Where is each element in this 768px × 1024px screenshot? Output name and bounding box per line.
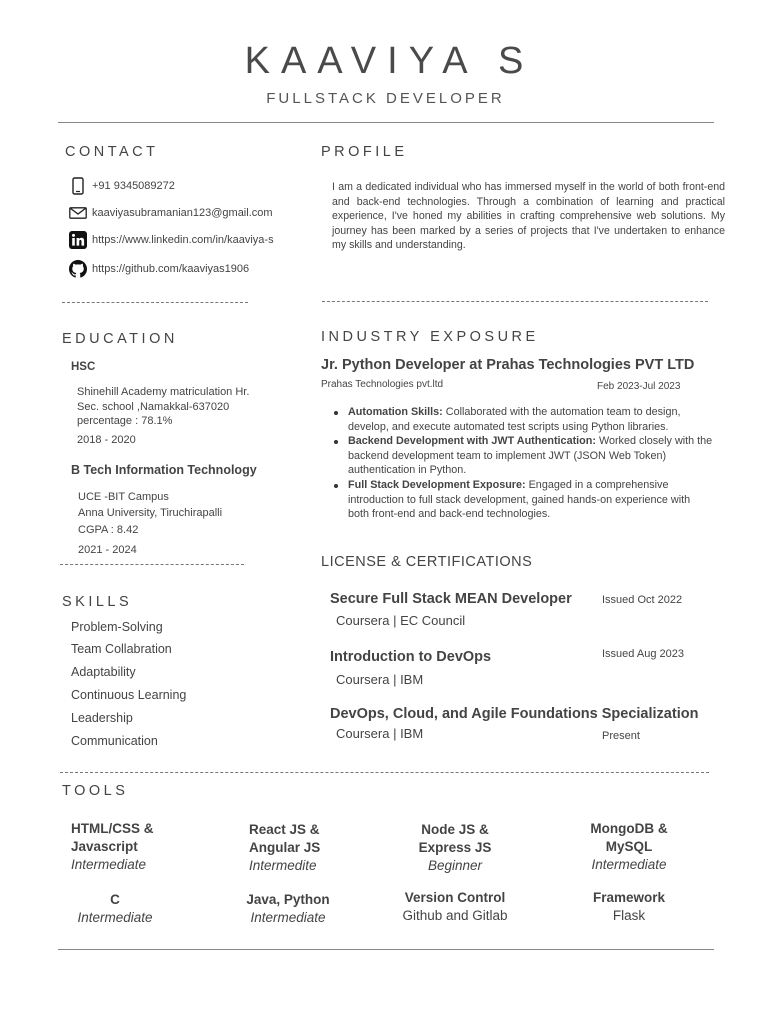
tool-level: Intermediate <box>71 857 147 872</box>
bullet-text: Collaborated with the automation team to design, develop, and execute automated test scripts using Python libraries. <box>348 406 681 433</box>
contact-linkedin[interactable] <box>68 230 274 250</box>
linkedin-link[interactable]: https://www.linkedin.com/in/kaaviya-s <box>92 234 274 246</box>
bullet-text: Worked closely with the backend development team to implement JWT (JSON Web Token) authentication in Python. <box>348 435 713 477</box>
tool-name: Javascript <box>71 839 138 854</box>
cert-title: Introduction to DevOps <box>330 649 492 665</box>
contact-github[interactable] <box>68 259 249 279</box>
cert-title: DevOps, Cloud, and Agile Foundations Specialization <box>330 706 699 722</box>
github-icon <box>68 260 88 278</box>
tool-java-python <box>213 891 363 927</box>
hsc-percentage: percentage : 78.1% <box>77 415 173 427</box>
btech-cgpa: CGPA : 8.42 <box>78 524 139 536</box>
tool-name: Framework <box>592 890 666 905</box>
tool-name: Java, Python <box>246 892 330 907</box>
tool-level: Intermedite <box>249 858 317 873</box>
cert-org: Coursera | IBM <box>336 726 424 741</box>
skill-item: Problem-Solving <box>71 620 163 634</box>
skill-item: Adaptability <box>71 665 136 679</box>
tool-level: Intermediate <box>591 857 667 872</box>
tool-html-css-js <box>38 820 188 874</box>
hsc-title: HSC <box>71 361 96 373</box>
tool-name: C <box>110 892 120 907</box>
resume-name: KAAVIYA S <box>244 40 535 82</box>
profile-divider <box>322 301 708 302</box>
cert-date: Present <box>602 730 640 742</box>
cert-date: Issued Aug 2023 <box>602 648 684 660</box>
tool-name: Version Control <box>404 890 506 905</box>
job-dates: Feb 2023-Jul 2023 <box>597 381 681 392</box>
email-link[interactable]: kaaviyasubramanian123@gmail.com <box>92 207 273 219</box>
hsc-school-line2: Sec. school ,Namakkal-637020 <box>77 400 230 413</box>
tool-name: MySQL <box>605 839 653 854</box>
bullet-automation <box>332 405 714 434</box>
tool-level: Flask <box>612 908 646 923</box>
skill-item: Continuous Learning <box>71 688 187 702</box>
company-name: Prahas Technologies pvt.ltd <box>321 379 444 390</box>
tool-name: Angular JS <box>249 840 321 855</box>
tool-name: HTML/CSS & <box>71 821 154 836</box>
tool-version-control <box>380 889 530 925</box>
btech-title: B Tech Information Technology <box>71 463 257 477</box>
skills-heading: SKILLS <box>62 594 133 610</box>
linkedin-icon <box>68 231 88 249</box>
tool-name: Express JS <box>418 840 492 855</box>
job-title: Jr. Python Developer at Prahas Technologies PVT LTD <box>321 357 695 373</box>
header-divider <box>58 122 714 123</box>
github-link[interactable]: https://github.com/kaaviyas1906 <box>92 263 250 275</box>
skill-item: Communication <box>71 734 158 748</box>
contact-email[interactable] <box>68 203 273 223</box>
cert-title: Secure Full Stack MEAN Developer <box>330 591 572 607</box>
job-bullets <box>332 405 714 522</box>
cert-date: Issued Oct 2022 <box>602 594 683 606</box>
footer-divider <box>58 949 714 950</box>
profile-text: I am a dedicated individual who has immersed myself in the world of both front-end and back-end technologies. Through a combination of learning and practical experience, I've honed my abilities in crafting comprehensive web solutions. My journey has been marked by a series of projects that I've undertaken to enhance my skills and understanding. <box>332 181 725 251</box>
cert-org: Coursera | IBM <box>336 672 424 687</box>
bullet-text: Engaged in a comprehensive introduction to full stack development, gained hands-on experience with both front-end and back-end technologies. <box>348 478 691 521</box>
tool-c <box>40 891 190 927</box>
tool-level: Github and Gitlab <box>402 908 508 923</box>
resume-role: FULLSTACK DEVELOPER <box>266 90 505 107</box>
hsc-school-line1: Shinehill Academy matriculation Hr. <box>77 386 250 398</box>
btech-campus: UCE -BIT Campus <box>78 491 169 503</box>
bullet-label: Full Stack Development Exposure: <box>348 478 526 491</box>
hsc-details <box>77 385 277 429</box>
tools-heading: TOOLS <box>62 783 129 799</box>
industry-heading: INDUSTRY EXPOSURE <box>321 329 539 345</box>
bullet-backend <box>332 434 714 478</box>
tool-level: Beginner <box>427 858 483 873</box>
btech-university: Anna University, Tiruchirapalli <box>78 507 223 519</box>
skill-item: Team Collabration <box>71 642 172 656</box>
education-heading: EDUCATION <box>62 331 178 347</box>
phone-icon <box>68 177 88 195</box>
skills-divider <box>60 772 709 773</box>
phone-text: +91 9345089272 <box>92 180 175 192</box>
tool-react-angular <box>209 821 359 875</box>
contact-phone <box>68 176 175 196</box>
tool-name: React JS & <box>249 822 320 837</box>
profile-heading: PROFILE <box>321 144 408 160</box>
skill-item: Leadership <box>71 711 133 725</box>
bullet-label: Backend Development with JWT Authentication: <box>348 435 596 448</box>
hsc-years: 2018 - 2020 <box>77 434 136 446</box>
tool-framework <box>554 889 704 925</box>
btech-years: 2021 - 2024 <box>78 544 137 556</box>
education-divider <box>60 564 244 565</box>
tool-level: Intermediate <box>250 910 326 925</box>
bullet-fullstack <box>332 478 714 522</box>
tool-node-express <box>380 821 530 875</box>
tool-level: Intermediate <box>77 910 153 925</box>
mail-icon <box>68 204 88 222</box>
contact-divider <box>62 302 248 303</box>
contact-heading: CONTACT <box>65 144 159 160</box>
tool-name: MongoDB & <box>590 821 668 836</box>
certifications-heading: LICENSE & CERTIFICATIONS <box>321 554 533 570</box>
tool-mongodb-mysql <box>554 820 704 874</box>
bullet-label: Automation Skills: <box>348 406 443 418</box>
tool-name: Node JS & <box>421 822 489 837</box>
cert-org: Coursera | EC Council <box>336 613 466 628</box>
